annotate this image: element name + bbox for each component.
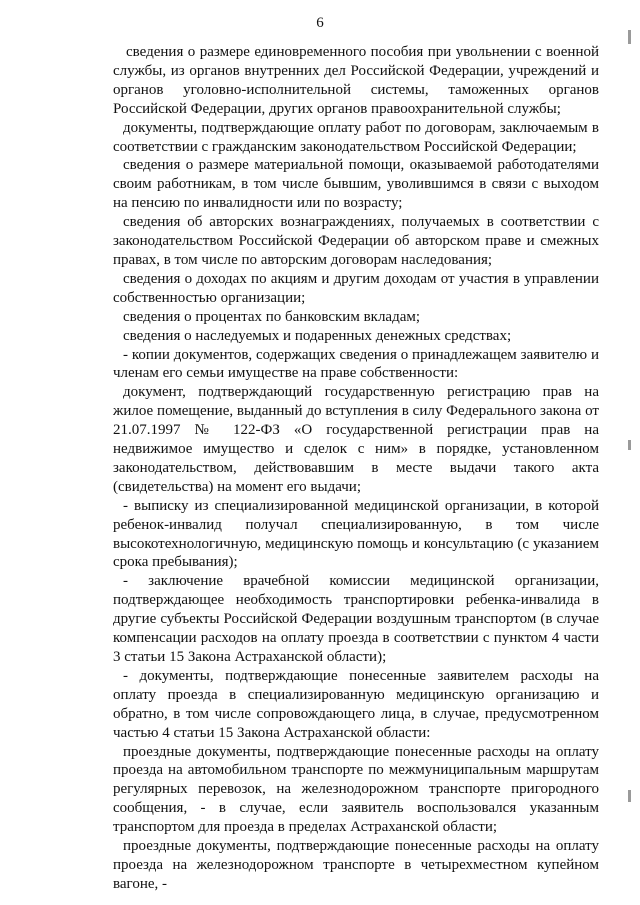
paragraph-registration-document: документ, подтверждающий государственную регистрацию прав на жилое помещение, выданный до вступления в силу Федерального закона от 21.07.1997 № 122-ФЗ «О государственной регистрации прав на недвижимое имущество и сделок с ним» в порядке, установленном законодательством, действовавшим в месте выдачи такого акта (свидетельства) на момент его выдачи; <box>113 384 599 495</box>
page-number: 6 <box>316 15 324 31</box>
document-body <box>113 43 599 894</box>
paragraph-railway-tickets: проездные документы, подтверждающие понесенные расходы на оплату проезда на железнодорожном транспорте в четырехместном купейном вагоне, - <box>113 838 599 892</box>
paragraph-material-aid: сведения о размере материальной помощи, оказываемой работодателями своим работникам, в том числе бывшим, уволившимся в связи с выходом на пенсию по инвалидности или по возрасту; <box>113 157 599 212</box>
paragraph-inherited-funds: сведения о наследуемых и подаренных денежных средствах; <box>123 327 512 344</box>
scan-edge-mark <box>628 790 631 802</box>
paragraph-civil-contracts: документы, подтверждающие оплату работ по договорам, заключаемым в соответствии с гражданским законодательством Российской Федерации; <box>113 119 599 155</box>
paragraph-share-income: сведения о доходах по акциям и другим доходам от участия в управлении собственностью организации; <box>113 270 599 306</box>
paragraph-property-documents: - копии документов, содержащих сведения о принадлежащем заявителю и членам его семьи имуществе на праве собственности: <box>113 346 599 382</box>
scan-edge-mark <box>628 30 631 44</box>
paragraph-regional-tickets: проездные документы, подтверждающие понесенные расходы на оплату проезда на автомобильном транспорте по межмуниципальным маршрутам регулярных перевозок, на железнодорожном транспорте пригородного сообщения, - в случае, если заявитель воспользовался указанным транспортом для проезда в пределах Астраханской области; <box>113 743 599 836</box>
paragraph-travel-expenses: - документы, подтверждающие понесенные заявителем расходы на оплату проезда в специализированную медицинскую организацию и обратно, в том числе сопровождающего лица, в случае, предусмотренном частью 4 статьи 15 Закона Астраханской области: <box>113 667 599 741</box>
paragraph-severance-allowance: сведения о размере единовременного пособия при увольнении с военной службы, из органов внутренних дел Российской Федерации, учреждений и органов уголовно-исполнительной системы, таможенных органов Российской Федерации, других органов правоохранительной службы; <box>113 44 599 117</box>
paragraph-bank-interest: сведения о процентах по банковским вкладам; <box>123 308 421 325</box>
scan-edge-mark <box>628 440 631 450</box>
paragraph-author-royalties: сведения об авторских вознаграждениях, получаемых в соответствии с законодательством Российской Федерации об авторском праве и смежных правах, в том числе по авторским договорам наследования; <box>113 214 599 268</box>
paragraph-medical-commission: - заключение врачебной комиссии медицинской организации, подтверждающее необходимость транспортировки ребенка-инвалида в другие субъекты Российской Федерации воздушным транспортом (в случае компенсации расходов на оплату проезда в соответствии с пунктом 4 части 3 статьи 15 Закона Астраханской области); <box>113 573 599 665</box>
paragraph-medical-extract: - выписку из специализированной медицинской организации, в которой ребенок-инвалид получал специализированную, в том числе высокотехнологичную, медицинскую помощь и консультацию (с указанием срока пребывания); <box>113 497 599 571</box>
